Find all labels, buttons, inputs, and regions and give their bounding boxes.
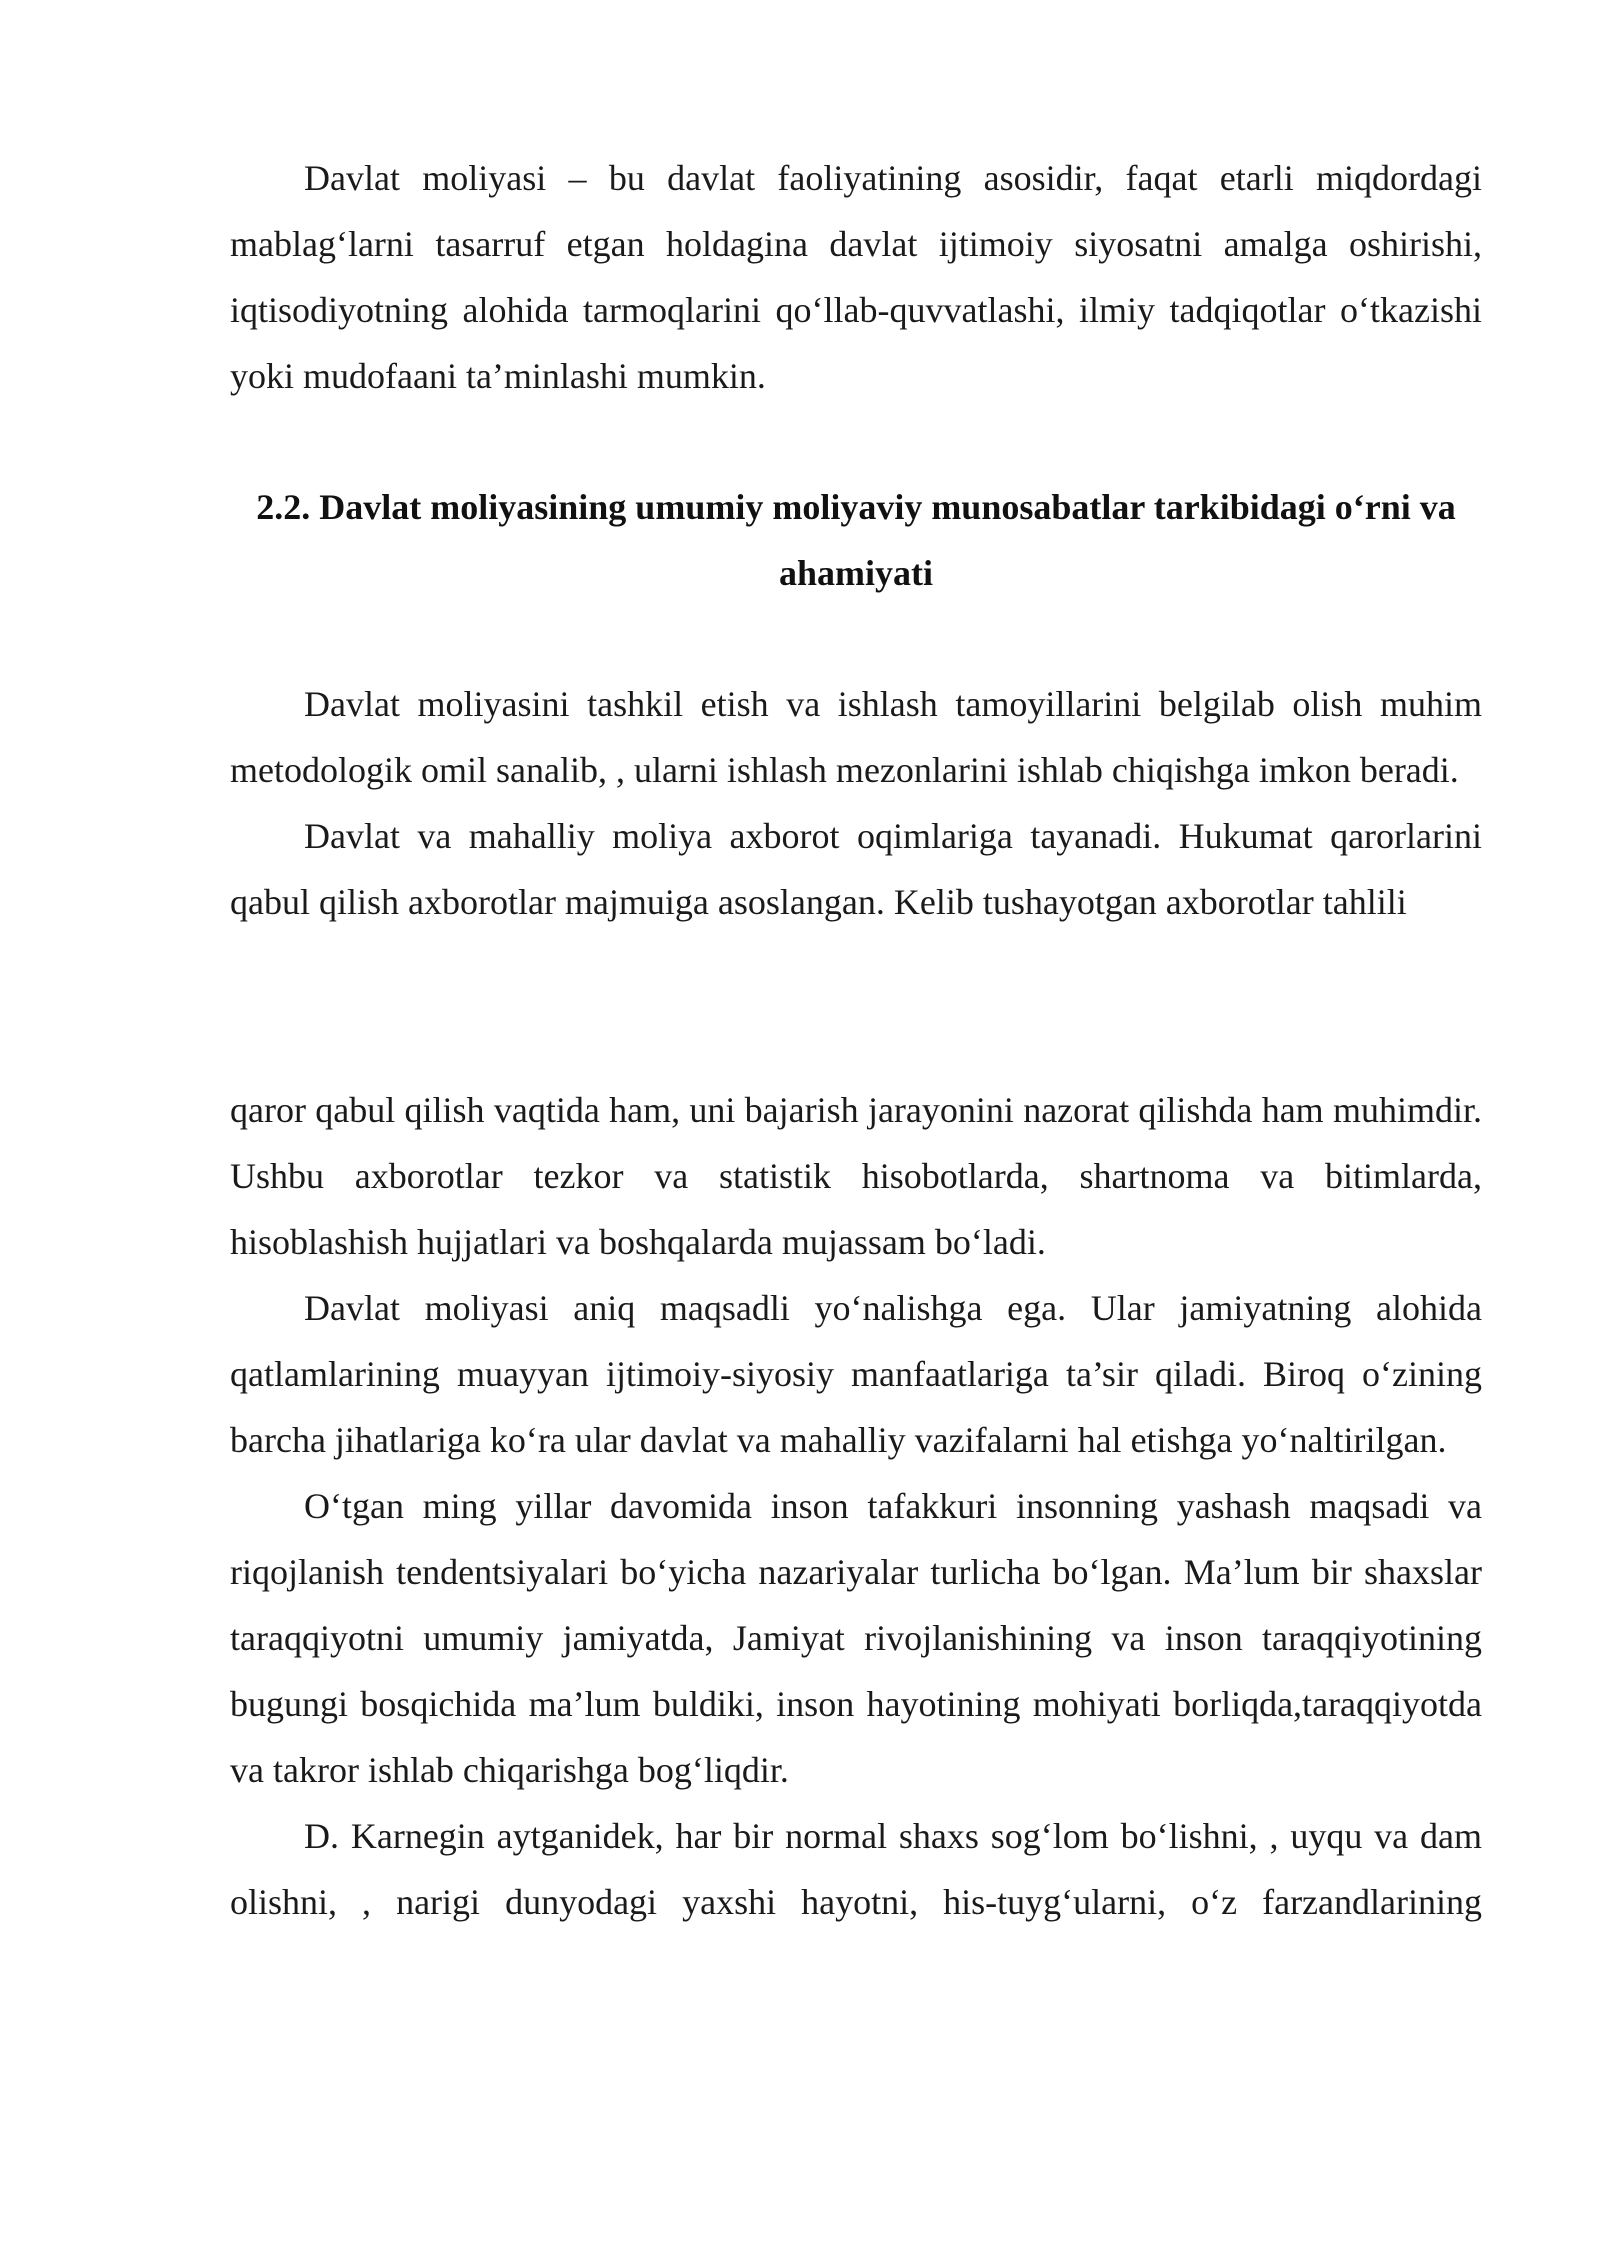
paragraph: Davlat moliyasini tashkil etish va ishlash tamoyillarini belgilab olish muhim metodologik omil sanalib, , ularni ishlash mezonlarini ishlab chiqishga imkon beradi.: [230, 684, 1482, 790]
continued-text: [230, 1077, 1482, 1935]
paragraph: D. Karnegin aytganidek, har bir normal shaxs sog‘lom bo‘lishni, , uyqu va dam olishni, , narigi dunyodagi yaxshi hayotni, his-tuyg‘ularni, o‘z farzandlarining: [230, 1816, 1482, 1922]
intro-text: [230, 145, 1482, 409]
paragraph: Davlat moliyasi aniq maqsadli yo‘nalishga ega. Ular jamiyatning alohida qatlamlarining muayyan ijtimoiy-siyosiy manfaatlariga ta’sir qiladi. Biroq o‘zining barcha jihatlariga ko‘ra ular davlat va mahalliy vazifalarni hal etishga yo‘naltirilgan.: [230, 1288, 1482, 1460]
section-text: [230, 671, 1482, 935]
section-heading: 2.2. Davlat moliyasining umumiy moliyaviy munosabatlar tarkibidagi o‘rni va ahamiyati: [256, 487, 1456, 593]
paragraph: O‘tgan ming yillar davomida inson tafakkuri insonning yashash maqsadi va riqojlanish tendentsiyalari bo‘yicha nazariyalar turlicha bo‘lgan. Ma’lum bir shaxslar taraqqiyotni umumiy jamiyatda, Jamiyat rivojlanishining va inson taraqqiyotining bugungi bosqichida ma’lum buldiki, inson hayotining mohiyati borliqda,taraqqiyotda va takror ishlab chiqarishga bog‘liqdir.: [230, 1486, 1482, 1790]
paragraph-continuation: qaror qabul qilish vaqtida ham, uni bajarish jarayonini nazorat qilishda ham muhimdir. Ushbu axborotlar tezkor va statistik hisobotlarda, shartnoma va bitimlarda, hisoblashish hujjatlari va boshqalarda mujassam bo‘ladi.: [230, 1090, 1482, 1262]
paragraph: Davlat moliyasi – bu davlat faoliyatining asosidir, faqat etarli miqdordagi mablag‘larni tasarruf etgan holdagina davlat ijtimoiy siyosatni amalga oshirishi, iqtisodiyotning alohida tarmoqlarini qo‘llab-quvvatlashi, ilmiy tadqiqotlar o‘tkazishi yoki mudofaani ta’minlashi mumkin.: [230, 158, 1482, 396]
paragraph: Davlat va mahalliy moliya axborot oqimlariga tayanadi. Hukumat qarorlarini qabul qilish axborotlar majmuiga asoslangan. Kelib tushayotgan axborotlar tahlili: [230, 816, 1482, 922]
